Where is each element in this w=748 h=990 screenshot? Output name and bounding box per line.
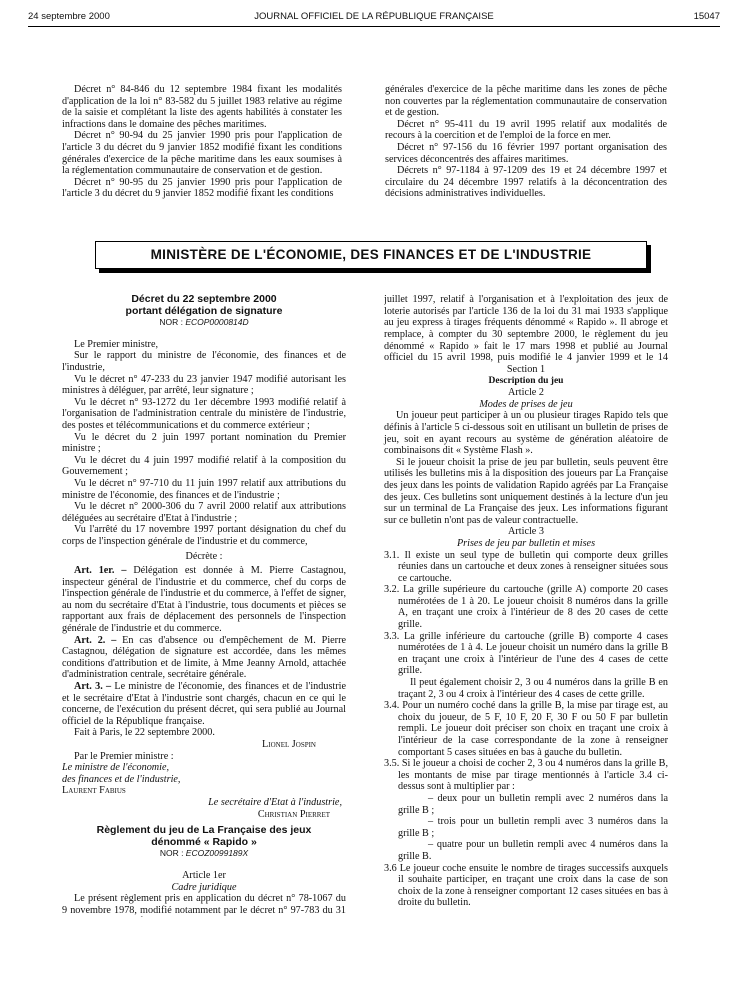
paragraph: Vu l'arrêté du 17 novembre 1997 portant désignation du chef du corps de l'inspection générale de l'industrie et du commerce, [62, 524, 346, 547]
list-item: 3.4. Pour un numéro coché dans la grille B, la mise par tirage est, au choix du joueur, de 5 F, 10 F, 20 F, 30 F ou 50 F par bulletin rempli. Le joueur doit préciser son choix en traçant une croix à l'intérieur de la case correspondante de la zone à renseigner comportant 5 cases situées en bas à gauche du bulletin. [384, 700, 668, 758]
header-journal: JOURNAL OFFICIEL DE LA RÉPUBLIQUE FRANÇAISE [254, 11, 494, 22]
section-1-subtitle: Description du jeu [488, 375, 564, 386]
section-1-title: Section 1 [506, 364, 546, 375]
paragraph: Décret n° 95-411 du 19 avril 1995 relatif aux modalités de recours à la coercition et de l'emploi de la force en mer. [385, 118, 667, 142]
done-at: Fait à Paris, le 22 septembre 2000. [74, 727, 215, 739]
paragraph: Vu le décret du 2 juin 1997 portant nomination du Premier ministre ; [62, 431, 346, 455]
paragraph: Décret n° 97-156 du 16 février 1997 portant organisation des services déconcentrés des affaires maritimes. [385, 141, 667, 165]
paragraph: Vu le décret n° 97-710 du 11 juin 1997 relatif aux attributions du ministre de l'économie, des finances et de l'industrie ; [62, 477, 346, 501]
top-left-column [62, 84, 342, 200]
paragraph: générales d'exercice de la pêche maritime dans les zones de pêche non couvertes par la réglementation communautaire de conservation et de gestion. [385, 84, 667, 119]
article-2-subtitle: Modes de prises de jeu [479, 398, 573, 410]
decrete-label: Décrète : [185, 551, 223, 563]
article-1-continued: juillet 1997, relatif à l'organisation et à l'exploitation des jeux de loterie autorisés par l'article 136 de la loi du 31 mai 1933 s'applique au jeu express à tirages fréquents dénommé « Rapido ». Il abroge et remplace, à compter du 30 septembre 2000, le règlement du jeu dénommé « Rapido » fait le 17 mars 1998 et publié au Journal officiel du 15 avril 1998, puis modifié le 4 janvier 1999 et le 14 [384, 294, 668, 364]
list-item: 3.6 Le joueur coche ensuite le nombre de tirages successifs auxquels il souhaite participer, en traçant une croix dans la case de son choix de la zone à renseigner comportant 12 cases situées en bas à droite du bulletin. [384, 862, 668, 909]
page-header [28, 8, 720, 27]
article-2-title: Article 2 [508, 387, 544, 399]
paragraph: Vu le décret n° 2000-306 du 7 avril 2000 relatif aux attributions déléguées au secrétaire d'Etat à l'industrie ; [62, 501, 346, 524]
article-1-text: Le présent règlement pris en application du décret n° 78-1067 du 9 novembre 1978, modifié notamment par le décret n° 97-783 du 31 [62, 893, 346, 916]
header-date: 24 septembre 2000 [28, 11, 110, 22]
article-2: Art. 2. – En cas d'absence ou d'empêchement de M. Pierre Castagnou, délégation de signature est accordée, dans les mêmes conditions d'attribution et de limite, à Mme Jeanny Arnold, attachée d'administration centrale, secrétaire générale. [62, 634, 346, 681]
decree-column [62, 294, 346, 917]
list-item-extra: Il peut également choisir 2, 3 ou 4 numéros dans la grille B en traçant 2, 3 ou 4 croix à l'intérieur des 4 cases de cette grille. [398, 677, 668, 700]
article-3: Art. 3. – Le ministre de l'économie, des finances et de l'industrie et le secrétaire d'Etat à l'industrie sont chargés, chacun en ce qui le concerne, de l'exécution du présent décret, qui sera publié au Journal officiel de la République française. [62, 681, 346, 727]
minister-title: Le ministre de l'économie, [62, 762, 170, 774]
decree-nor: NOR : ECOP0000814D [159, 317, 249, 328]
paragraph: Sur le rapport du ministre de l'économie, des finances et de l'industrie, [62, 350, 346, 373]
paragraph: Vu le décret n° 93-1272 du 1er décembre 1993 modifié relatif à l'organisation de l'administration centrale du ministère de l'industrie, des postes et télécommunications et du commerce extérieur ; [62, 396, 346, 431]
paragraph: Vu le décret n° 47-233 du 23 janvier 1947 modifié autorisant les ministres à déléguer, par arrêté, leur signature ; [62, 373, 346, 397]
paragraph: Décrets n° 97-1184 à 97-1209 des 19 et 24 décembre 1997 et circulaire du 24 décembre 1997 relatifs à la déconcentration des décisions administratives individuelles. [385, 165, 667, 200]
list-item: 3.2. La grille supérieure du cartouche (grille A) comporte 20 cases numérotées de 1 à 20. Le joueur choisit 8 numéros dans la grille A, en traçant une croix à l'intérieur de 8 des 20 cases de cette grille. [384, 584, 668, 631]
article-3-title: Article 3 [508, 526, 544, 538]
paragraph: Le Premier ministre, [74, 338, 159, 350]
reglement-nor: NOR : ECOZ0099189X [159, 848, 249, 859]
list-item: 3.3. La grille inférieure du cartouche (grille B) comporte 4 cases numérotées de 1 à 4. Le joueur choisit un numéro dans la grille B en traçant une croix à l'intérieur de l'une des 4 cases de cette grille. [384, 630, 668, 677]
paragraph: Décret n° 90-94 du 25 janvier 1990 pris pour l'application de l'article 3 du décret du 9 janvier 1852 modifié fixant les conditions générales d'exercice de la pêche maritime dans les eaux soumises à la réglementation communautaire de conservation et de gestion. [62, 130, 342, 177]
ministry-banner: MINISTÈRE DE L'ÉCONOMIE, DES FINANCES ET DE L'INDUSTRIE [95, 241, 647, 269]
paragraph: Un joueur peut participer à un ou plusieur tirages Rapido tels que définis à l'article 5 ci-dessous soit en utilisant un bulletin de prises de jeu, soit en ayant recours au système de génération aléatoire de combinaisons dit « Système Flash ». [384, 410, 668, 457]
secretary-title: Le secrétaire d'Etat à l'industrie, [208, 796, 342, 808]
article-1-subtitle: Cadre juridique [171, 881, 237, 893]
list-item: 3.1. Il existe un seul type de bulletin qui comporte deux grilles réunies dans un cartouche et deux zones à renseigner situées sous ce cartouche. [384, 549, 668, 584]
header-page-number: 15047 [693, 11, 720, 22]
par-pm: Par le Premier ministre : [74, 750, 174, 762]
decree-title: Décret du 22 septembre 2000 portant délégation de signature [125, 293, 283, 317]
sub-item: – deux pour un bulletin rempli avec 2 numéros dans la grille B ; [398, 792, 668, 816]
signature-minister: Laurent Fabius [62, 785, 126, 797]
signature-pm: Lionel Jospin [262, 738, 316, 750]
sub-item: – trois pour un bulletin rempli avec 3 numéros dans la grille B ; [398, 816, 668, 839]
paragraph: Vu le décret du 4 juin 1997 modifié relatif à la composition du Gouvernement ; [62, 454, 346, 478]
top-right-column [385, 84, 667, 200]
reglement-column [384, 294, 668, 909]
paragraph: Décret n° 90-95 du 25 janvier 1990 pris pour l'application de l'article 3 du décret du 9 janvier 1852 modifié fixant les conditions [62, 176, 342, 200]
article-3-subtitle: Prises de jeu par bulletin et mises [456, 537, 596, 549]
sub-item: – quatre pour un bulletin rempli avec 4 numéros dans la grille B. [398, 839, 668, 862]
article-1-title: Article 1er [182, 869, 226, 881]
paragraph: Si le joueur choisit la prise de jeu par bulletin, seuls peuvent être utilisés les bulletins mis à la disposition des joueurs par La Française des jeux dans les points de validation Rapido agréés par La Française des jeux. Ces bulletins sont uniquement destinés à la lecture d'un jeu sur un terminal de La Française des jeux. Les informations figurant sur ce bulletin n'ont pas de valeur contractuelle. [384, 456, 668, 526]
article-1: Art. 1er. – Délégation est donnée à M. Pierre Castagnou, inspecteur général de l'industrie et du commerce, chef du corps de l'inspection générale de l'industrie et du commerce, à l'effet de signer, au nom du secrétaire d'Etat à l'industrie, tous documents et pièces se rapportant aux frais de déplacement des personnels de l'inspection générale de l'industrie et du commerce. [62, 565, 347, 635]
minister-title: des finances et de l'industrie, [62, 773, 181, 785]
list-item: 3.5. Si le joueur a choisi de cocher 2, 3 ou 4 numéros dans la grille B, les montants de mise par tirage mentionnés à l'article 3.4 ci-dessus sont à multiplier par : [384, 758, 668, 793]
paragraph: Décret n° 84-846 du 12 septembre 1984 fixant les modalités d'application de la loi n° 83-582 du 5 juillet 1983 relative au régime de la saisie et complétant la liste des agents habilités à constater les infractions dans le domaine des pêches maritimes. [62, 84, 342, 130]
signature-secretary: Christian Pierret [257, 808, 330, 820]
reglement-title: Règlement du jeu de La Française des jeux dénommé « Rapido » [96, 824, 312, 848]
